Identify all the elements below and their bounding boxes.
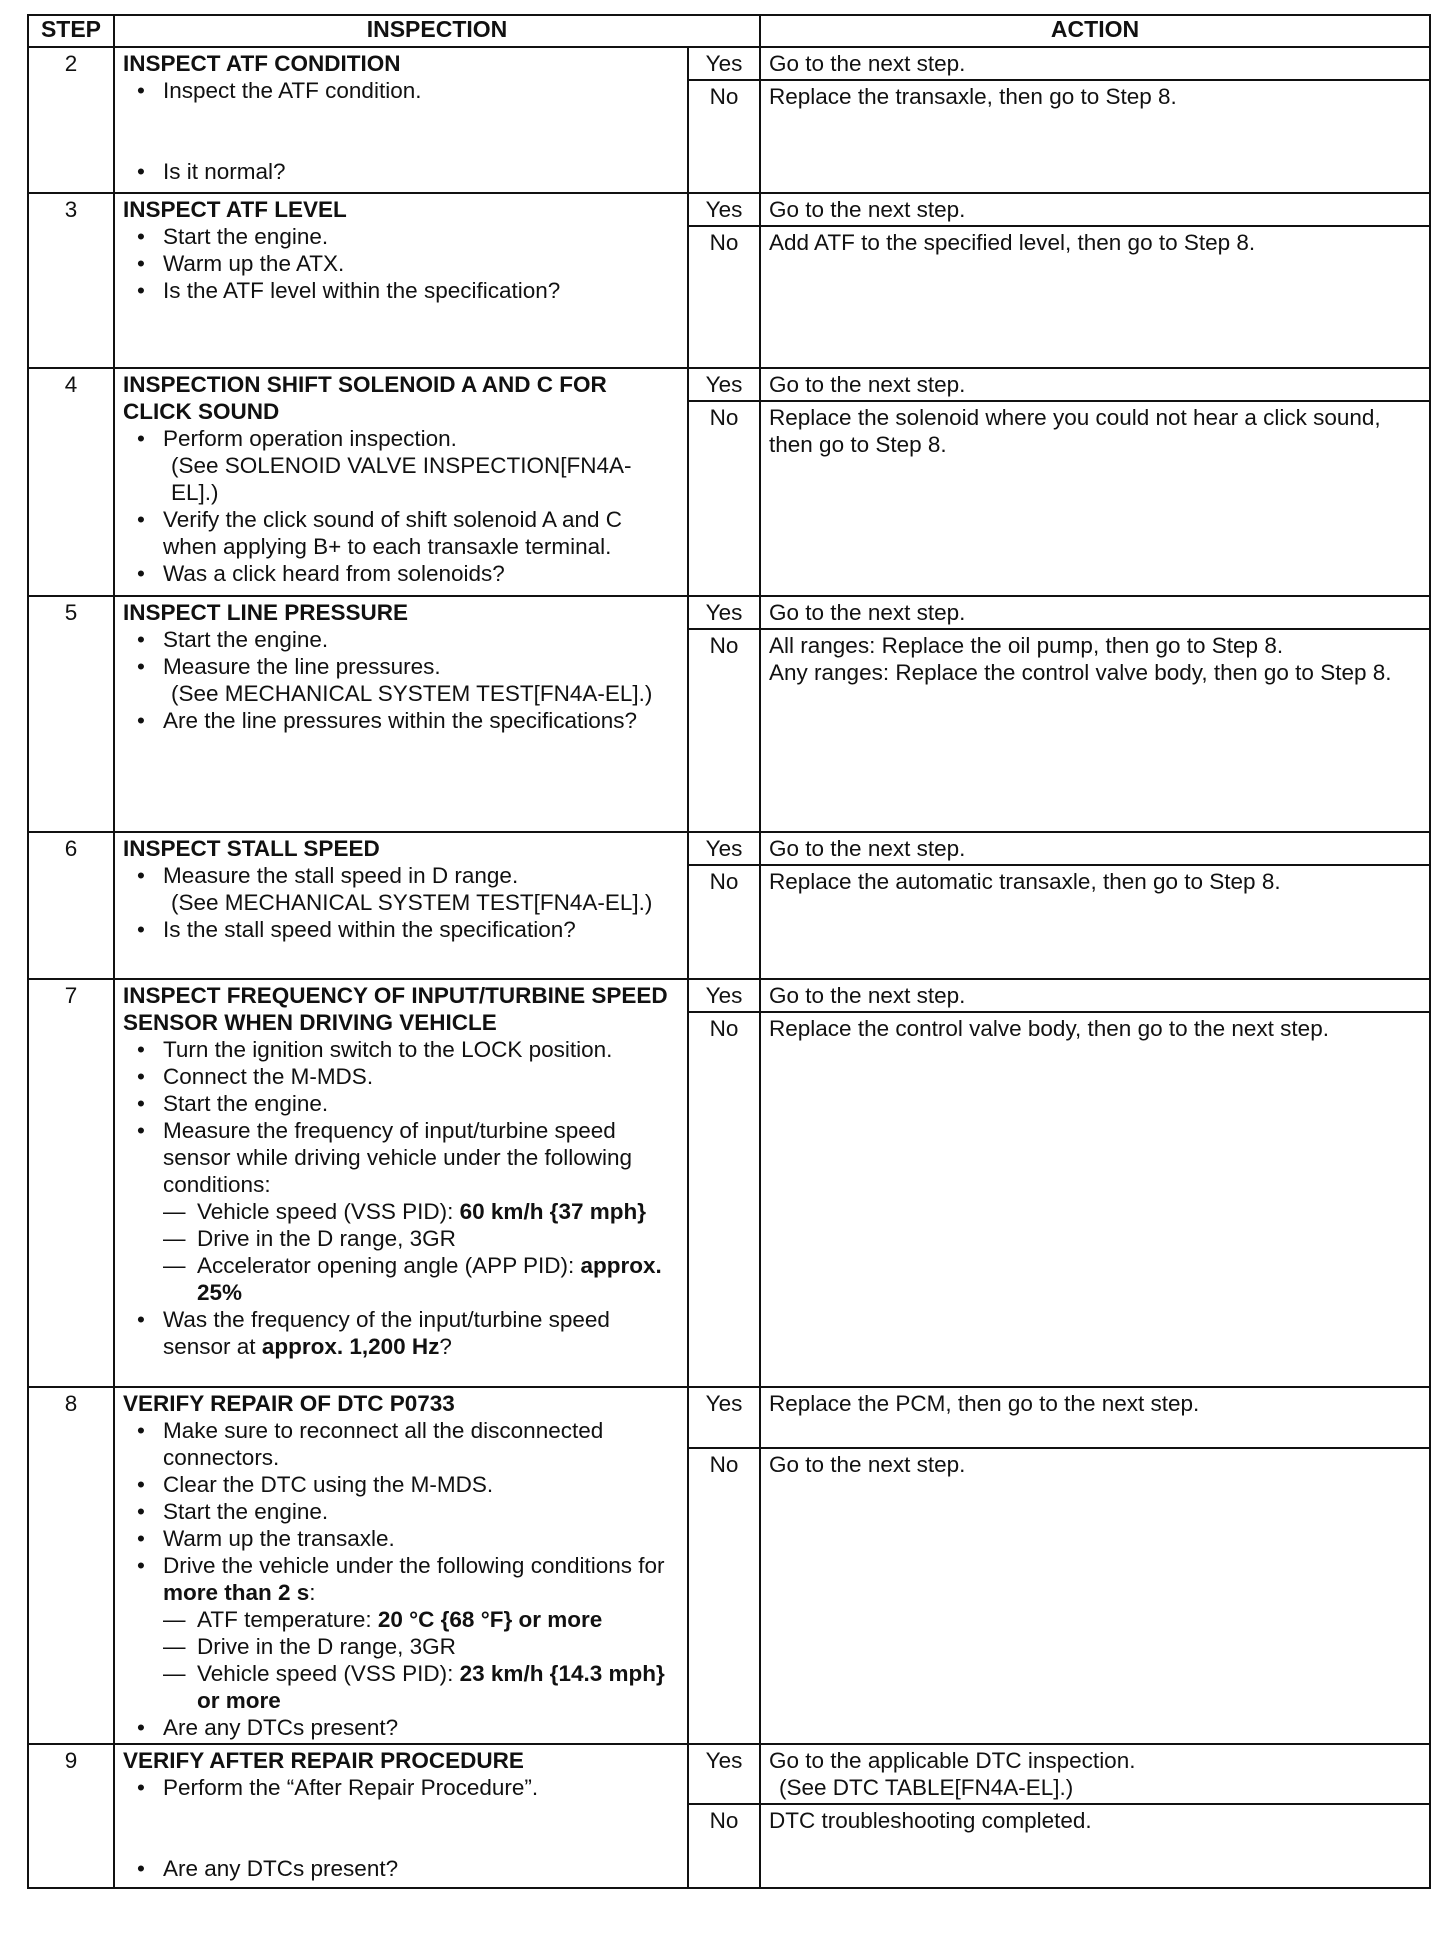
step-number: 6 (28, 832, 114, 979)
no-action: DTC troubleshooting completed. (760, 1804, 1430, 1888)
yes-label: Yes (688, 47, 760, 80)
condition-item: — Vehicle speed (VSS PID): 23 km/h {14.3 mph} or more (163, 1661, 665, 1713)
header-step: STEP (28, 15, 114, 47)
no-action: Replace the solenoid where you could not hear a click sound, then go to Step 8. (760, 401, 1430, 596)
no-action-line: All ranges: Replace the oil pump, then go to Step 8. (769, 633, 1284, 658)
reference-note: (See DTC TABLE[FN4A-EL].) (779, 1775, 1074, 1800)
condition-label: Vehicle speed (VSS PID): (197, 1661, 460, 1686)
bullet-item: • Are any DTCs present? (123, 1714, 679, 1741)
inspection-cell (114, 596, 688, 832)
bullet-value: more than 2 s (163, 1580, 310, 1605)
bullet-item: • Inspect the ATF condition. (123, 77, 679, 104)
no-action-line: Any ranges: Replace the control valve body, then go to Step 8. (769, 660, 1392, 685)
bullet-item (123, 862, 679, 916)
bullet-value: approx. 1,200 Hz (261, 1334, 440, 1359)
no-label: No (688, 80, 760, 193)
yes-label: Yes (688, 596, 760, 629)
bullet-item: • Start the engine. (123, 626, 679, 653)
step-6-yes-row (28, 832, 1430, 865)
yes-label: Yes (688, 368, 760, 401)
bullet-item: • Is it normal? (123, 158, 679, 185)
step-number: 9 (28, 1744, 114, 1888)
bullet-item: • Is the ATF level within the specification? (123, 277, 679, 304)
inspection-title: VERIFY REPAIR OF DTC P0733 (123, 1391, 455, 1416)
yes-action: Go to the next step. (760, 47, 1430, 80)
inspection-title: INSPECTION SHIFT SOLENOID A AND C FOR CLICK SOUND (123, 372, 607, 424)
step-3-yes-row (28, 193, 1430, 226)
step-number: 3 (28, 193, 114, 368)
yes-action: Go to the next step. (760, 832, 1430, 865)
condition-item: — Vehicle speed (VSS PID): 60 km/h {37 mph} (163, 1199, 646, 1224)
inspection-cell (114, 368, 688, 596)
yes-label: Yes (688, 832, 760, 865)
step-8-yes-row (28, 1387, 1430, 1448)
inspection-title: INSPECT ATF LEVEL (123, 197, 347, 222)
no-action (760, 629, 1430, 832)
yes-label: Yes (688, 193, 760, 226)
step-number: 4 (28, 368, 114, 596)
yes-action-line: Go to the applicable DTC inspection. (769, 1748, 1136, 1773)
step-9-yes-row (28, 1744, 1430, 1804)
bullet-item (123, 1306, 679, 1360)
step-5-yes-row (28, 596, 1430, 629)
step-number: 8 (28, 1387, 114, 1744)
yes-label: Yes (688, 1387, 760, 1448)
bullet-text: Perform operation inspection. (163, 426, 457, 451)
bullet-item: • Is the stall speed within the specification? (123, 916, 679, 943)
inspection-title: VERIFY AFTER REPAIR PROCEDURE (123, 1748, 524, 1773)
bullet-item: • Start the engine. (123, 1090, 679, 1117)
yes-label: Yes (688, 979, 760, 1012)
bullet-text: Measure the line pressures. (163, 654, 441, 679)
reference-note: (See MECHANICAL SYSTEM TEST[FN4A-EL].) (171, 890, 653, 915)
inspection-cell (114, 1744, 688, 1888)
page (27, 14, 1429, 1889)
bullet-item: • Measure the frequency of input/turbine speed sensor while driving vehicle under the following conditions: (123, 1117, 679, 1198)
inspection-title: INSPECT ATF CONDITION (123, 51, 401, 76)
no-label: No (688, 401, 760, 596)
bullet-item: • Verify the click sound of shift solenoid A and C when applying B+ to each transaxle terminal. (123, 506, 679, 560)
condition-label: Drive in the D range, 3GR (197, 1226, 456, 1251)
bullet-text: Drive the vehicle under the following conditions for (163, 1553, 665, 1578)
bullet-item: • Start the engine. (123, 1498, 679, 1525)
no-label: No (688, 226, 760, 368)
inspection-title: INSPECT LINE PRESSURE (123, 600, 409, 625)
inspection-cell (114, 1387, 688, 1744)
inspection-cell (114, 979, 688, 1387)
condition-item: — Accelerator opening angle (APP PID): approx. 25% (163, 1253, 662, 1305)
reference-note: (See SOLENOID VALVE INSPECTION[FN4A-EL].) (171, 453, 632, 505)
condition-label: ATF temperature: (197, 1607, 378, 1632)
yes-action: Go to the next step. (760, 193, 1430, 226)
yes-label: Yes (688, 1744, 760, 1804)
condition-item: — ATF temperature: 20 °C {68 °F} or more (163, 1607, 603, 1632)
no-label: No (688, 1012, 760, 1387)
bullet-item: • Start the engine. (123, 223, 679, 250)
yes-action: Replace the PCM, then go to the next step. (760, 1387, 1430, 1448)
inspection-cell (114, 832, 688, 979)
inspection-cell (114, 47, 688, 193)
bullet-item: • Warm up the transaxle. (123, 1525, 679, 1552)
bullet-item: • Was a click heard from solenoids? (123, 560, 679, 587)
header-row (28, 15, 1430, 47)
bullet-item: • Are the line pressures within the specifications? (123, 707, 679, 734)
condition-label: Vehicle speed (VSS PID): (197, 1199, 460, 1224)
step-7-yes-row (28, 979, 1430, 1012)
no-action: Go to the next step. (760, 1448, 1430, 1745)
inspection-cell (114, 193, 688, 368)
condition-item: — Drive in the D range, 3GR (163, 1226, 456, 1251)
bullet-item: • Make sure to reconnect all the disconnected connectors. (123, 1417, 679, 1471)
step-2-yes-row (28, 47, 1430, 80)
yes-action: Go to the next step. (760, 979, 1430, 1012)
bullet-item: • Clear the DTC using the M-MDS. (123, 1471, 679, 1498)
bullet-item (123, 653, 679, 707)
condition-value: approx. 25% (197, 1253, 662, 1305)
condition-label: Drive in the D range, 3GR (197, 1634, 456, 1659)
no-action: Replace the control valve body, then go to the next step. (760, 1012, 1430, 1387)
bullet-text: Measure the stall speed in D range. (163, 863, 519, 888)
yes-action: Go to the next step. (760, 368, 1430, 401)
bullet-text: : (309, 1580, 316, 1605)
step-number: 7 (28, 979, 114, 1387)
no-action: Add ATF to the specified level, then go to Step 8. (760, 226, 1430, 368)
condition-value: 60 km/h {37 mph} (459, 1199, 646, 1224)
condition-label: Accelerator opening angle (APP PID): (197, 1253, 581, 1278)
step-4-yes-row (28, 368, 1430, 401)
bullet-text: ? (439, 1334, 452, 1359)
bullet-item (123, 1552, 679, 1606)
no-action: Replace the automatic transaxle, then go to Step 8. (760, 865, 1430, 979)
bullet-item: • Warm up the ATX. (123, 250, 679, 277)
troubleshooting-table (27, 14, 1431, 1889)
header-inspection: INSPECTION (114, 15, 760, 47)
bullet-item: • Turn the ignition switch to the LOCK position. (123, 1036, 679, 1063)
no-label: No (688, 1804, 760, 1888)
condition-value: 23 km/h {14.3 mph} or more (197, 1661, 665, 1713)
inspection-title: INSPECT FREQUENCY OF INPUT/TURBINE SPEED SENSOR WHEN DRIVING VEHICLE (123, 983, 668, 1035)
bullet-item (123, 425, 679, 506)
bullet-item: • Perform the “After Repair Procedure”. (123, 1774, 679, 1801)
condition-value: 20 °C {68 °F} or more (377, 1607, 603, 1632)
inspection-title: INSPECT STALL SPEED (123, 836, 380, 861)
step-number: 5 (28, 596, 114, 832)
header-action: ACTION (760, 15, 1430, 47)
no-label: No (688, 1448, 760, 1745)
condition-item: — Drive in the D range, 3GR (163, 1634, 456, 1659)
bullet-text: Was the frequency of the input/turbine speed sensor at (163, 1307, 610, 1359)
bullet-item: • Are any DTCs present? (123, 1855, 679, 1882)
yes-action (760, 1744, 1430, 1804)
step-number: 2 (28, 47, 114, 193)
bullet-item: • Connect the M-MDS. (123, 1063, 679, 1090)
no-action: Replace the transaxle, then go to Step 8. (760, 80, 1430, 193)
reference-note: (See MECHANICAL SYSTEM TEST[FN4A-EL].) (171, 681, 653, 706)
no-label: No (688, 629, 760, 832)
yes-action: Go to the next step. (760, 596, 1430, 629)
no-label: No (688, 865, 760, 979)
